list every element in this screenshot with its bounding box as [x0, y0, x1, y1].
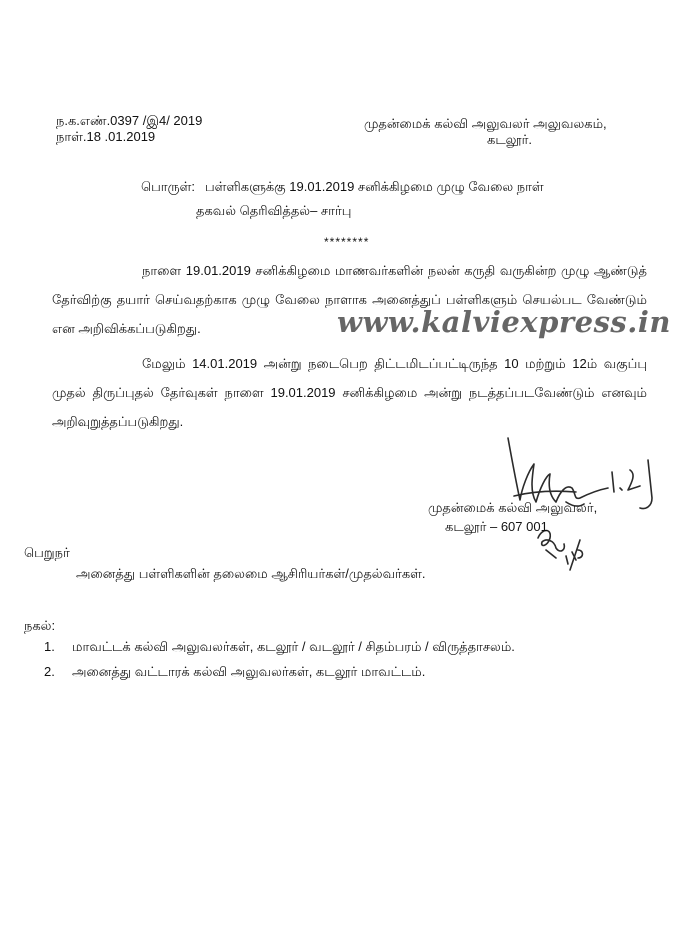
copy-item-number: 2.: [44, 664, 55, 679]
copy-list-item: [44, 664, 425, 681]
copy-item-number: 1.: [44, 639, 55, 654]
subject-text-continued: தகவல் தெரிவித்தல்– சார்பு: [196, 203, 352, 218]
separator: ********: [324, 235, 370, 249]
office-title: முதன்மைக் கல்வி அலுவலர் அலுவலகம்,: [364, 116, 607, 131]
signer-place: கடலூர் – 607 001: [445, 519, 548, 534]
copy-item-text: அனைத்து வட்டாரக் கல்வி அலுவலர்கள், கடலூர் மாவட்டம்.: [72, 664, 426, 679]
copy-list-item: [44, 639, 515, 656]
signer-designation: முதன்மைக் கல்வி அலுவலர்,: [428, 500, 598, 515]
reference-number: ந.க.எண்.0397 /இ4/ 2019: [56, 113, 203, 128]
paragraph-1-text: நாளை 19.01.2019 சனிக்கிழமை மாணவர்களின் நலன் கருதி வருகின்ற முழு ஆண்டுத் தேர்விற்கு தயார் செய்வதற்காக முழு வேலை நாளாக அனைத்துப் பள்ளிகளும் செயல்பட வேண்டும் என அறிவிக்கப்படுகிறது.: [52, 263, 647, 336]
body-paragraph-2: [52, 349, 647, 436]
paragraph-2-text: மேலும் 14.01.2019 அன்று நடைபெற திட்டமிடப்பட்டிருந்த 10 மற்றும் 12ம் வகுப்பு முதல் திருப்புதல் தேர்வுகள் நாளை 19.01.2019 சனிக்கிழமை அன்று நடத்தப்படவேண்டும் எனவும் அறிவுறுத்தப்படுகிறது.: [52, 356, 647, 429]
office-place: கடலூர்.: [487, 132, 532, 147]
subject-text: பள்ளிகளுக்கு 19.01.2019 சனிக்கிழமை முழு வேலை நாள்: [204, 179, 544, 194]
subject-label: பொருள்:: [141, 179, 195, 194]
recipient-text: அனைத்து பள்ளிகளின் தலைமை ஆசிரியர்கள்/முதல்வர்கள்.: [76, 566, 426, 581]
subject-line: [141, 179, 544, 196]
watermark: www.kalviexpress.in: [337, 305, 671, 339]
reference-date: நாள்.18 .01.2019: [56, 129, 156, 144]
copy-item-text: மாவட்டக் கல்வி அலுவலர்கள், கடலூர் / வடலூர் / சிதம்பரம் / விருத்தாசலம்.: [72, 639, 515, 654]
recipient-label: பெறுநர்: [24, 545, 70, 560]
copy-label: நகல்:: [24, 618, 56, 633]
